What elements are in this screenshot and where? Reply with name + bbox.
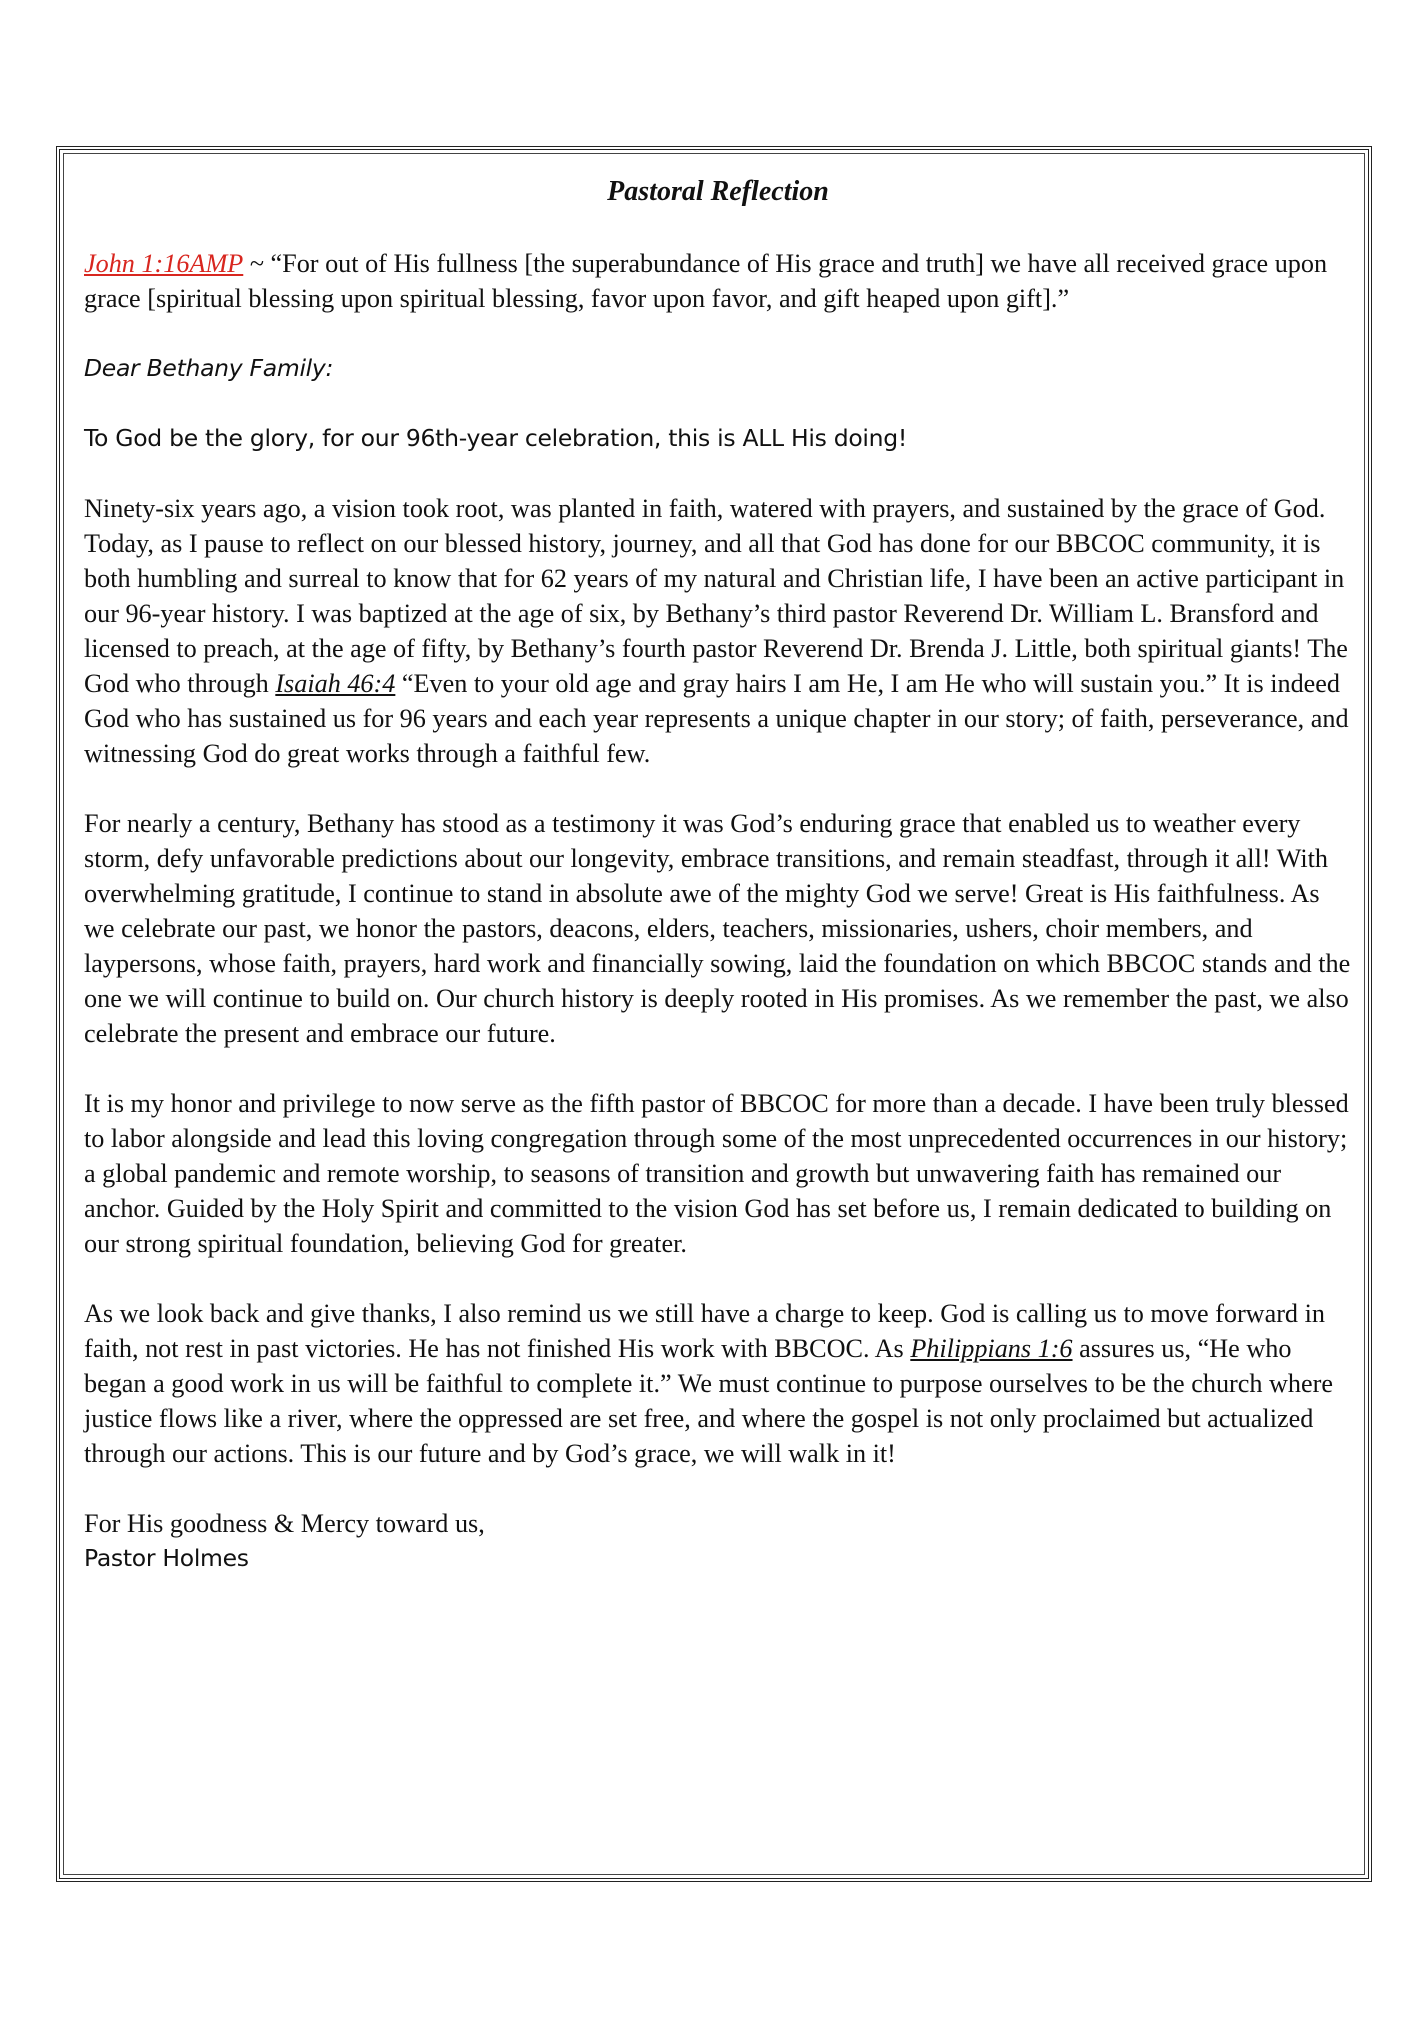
letter-body	[84, 172, 1352, 1576]
isaiah-reference: Isaiah 46:4	[275, 669, 396, 698]
paragraph-history-text-cont: “Even to your old age and gray hairs I am He, I am He who will sustain you.” It is indeed God who has sustained us for 96 years and each year represents a unique chapter in our story; of faith, perseverance, and witnessing God do great works through a faithful few.	[84, 669, 1349, 768]
page-title: Pastoral Reflection	[607, 176, 829, 207]
signature: Pastor Holmes	[84, 1544, 249, 1572]
philippians-reference: Philippians 1:6	[910, 1334, 1073, 1363]
paragraph-future-text: As we look back and give thanks, I also remind us we still have a charge to keep. God is calling us to move forward in faith, not rest in past victories. He has not finished His work with BBCOC. As	[84, 1299, 1325, 1363]
paragraph-history-text: Ninety-six years ago, a vision took root, was planted in faith, watered with prayers, and sustained by the grace of God. Today, as I pause to reflect on our blessed history, journey, and all that God has done for our BBCOC community, it is both humbling and surreal to know that for 62 years of my natural and Christian life, I have been an active participant in our 96-year history. I was baptized at the age of six, by Bethany’s third pastor Reverend Dr. William L. Bransford and licensed to preach, at the age of fifty, by Bethany’s fourth pastor Reverend Dr. Brenda J. Little, both spiritual giants! The God who through	[84, 494, 1348, 698]
scripture-verse	[84, 246, 1352, 316]
paragraph-future	[84, 1296, 1352, 1471]
verse-reference-link[interactable]: John 1:16AMP	[84, 249, 244, 278]
paragraph-future-text-cont: assures us, “He who began a good work in us will be faithful to complete it.” We must continue to purpose ourselves to be the church where justice flows like a river, where the oppressed are set free, and where the gospel is not only proclaimed but actualized through our actions. This is our future and by God’s grace, we will walk in it!	[84, 1334, 1333, 1468]
paragraph-pastorate: It is my honor and privilege to now serve as the fifth pastor of BBCOC for more than a decade. I have been truly blessed to labor alongside and lead this loving congregation through some of the most unprecedented occurrences in our history; a global pandemic and remote worship, to seasons of transition and growth but unwavering faith has remained our anchor. Guided by the Holy Spirit and committed to the vision God has set before us, I remain dedicated to building on our strong spiritual foundation, believing God for greater.	[84, 1089, 1349, 1258]
paragraph-history	[84, 491, 1352, 771]
verse-text: ~ “For out of His fullness [the superabundance of His grace and truth] we have all received grace upon grace [spiritual blessing upon spiritual blessing, favor upon favor, and gift heaped upon gift].”	[84, 249, 1328, 313]
opening-line: To God be the glory, for our 96th-year celebration, this is ALL His doing!	[84, 424, 907, 452]
closing-line: For His goodness & Mercy toward us,	[84, 1509, 485, 1538]
salutation: Dear Bethany Family:	[84, 354, 334, 382]
paragraph-testimony: For nearly a century, Bethany has stood as a testimony it was God’s enduring grace that enabled us to weather every storm, defy unfavorable predictions about our longevity, embrace transitions, and remain steadfast, through it all! With overwhelming gratitude, I continue to stand in absolute awe of the mighty God we serve! Great is His faithfulness. As we celebrate our past, we honor the pastors, deacons, elders, teachers, missionaries, ushers, choir members, and laypersons, whose faith, prayers, hard work and financially sowing, laid the foundation on which BBCOC stands and the one we will continue to build on. Our church history is deeply rooted in His promises. As we remember the past, we also celebrate the present and embrace our future.	[84, 809, 1351, 1048]
